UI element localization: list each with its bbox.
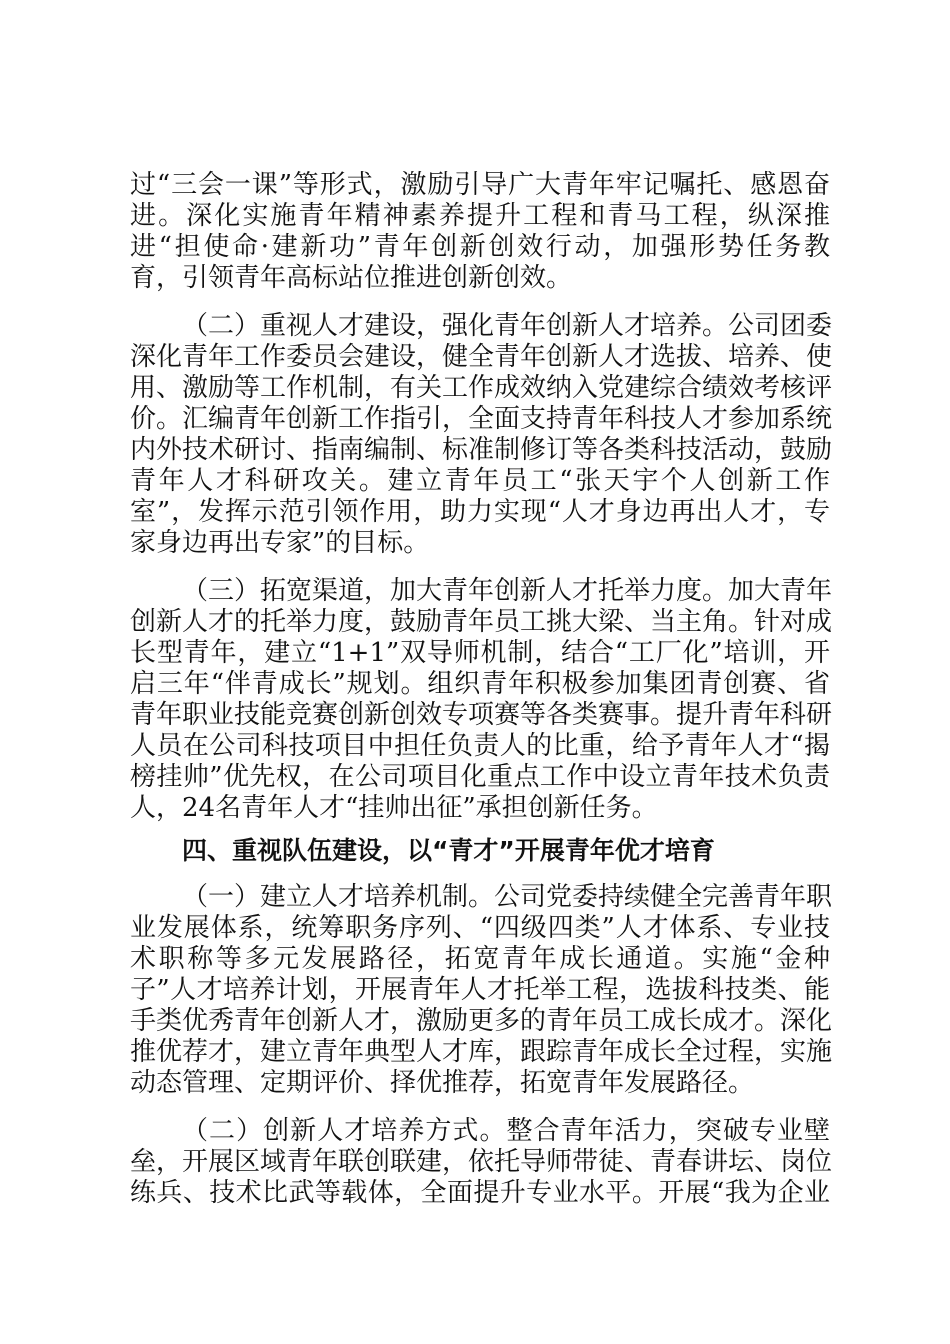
body-text-line: 手类优秀青年创新人才，激励更多的青年员工成长成才。深化	[130, 1006, 833, 1036]
body-text-line: 人，24名青年人才“挂帅出征”承担创新任务。	[130, 793, 658, 823]
body-text-line: 推优荐才，建立青年典型人才库，跟踪青年成长全过程，实施	[130, 1037, 833, 1067]
body-text-line: （三）拓宽渠道，加大青年创新人才托举力度。加大青年	[182, 576, 833, 606]
body-text-line: 家身边再出专家”的目标。	[130, 528, 430, 558]
body-text-line: （一）建立人才培养机制。公司党委持续健全完善青年职	[182, 882, 833, 912]
body-text-line: 术职称等多元发展路径，拓宽青年成长通道。实施“金种	[130, 944, 830, 974]
section-heading: 四、重视队伍建设，以“青才”开展青年优才培育	[182, 836, 715, 865]
body-text-line: （二）重视人才建设，强化青年创新人才培养。公司团委	[182, 311, 833, 341]
body-text-line: 青年人才科研攻关。建立青年员工“张天宇个人创新工作	[130, 466, 830, 496]
body-text-line: 内外技术研讨、指南编制、标准制修订等各类科技活动，鼓励	[130, 435, 833, 465]
body-text-line: 深化青年工作委员会建设，健全青年创新人才选拔、培养、使	[130, 342, 833, 372]
body-text-line: 长型青年，建立“1+1”双导师机制，结合“工厂化”培训，开	[130, 638, 830, 668]
body-text-line: 榜挂帅”优先权，在公司项目化重点工作中设立青年技术负责	[130, 762, 830, 792]
body-text-line: 垒，开展区域青年联创联建，依托导师带徒、青春讲坛、岗位	[130, 1147, 833, 1177]
body-text-line: 青年职业技能竞赛创新创效专项赛等各类赛事。提升青年科研	[130, 700, 833, 730]
body-text-line: 过“三会一课”等形式，激励引导广大青年牢记嘱托、感恩奋	[130, 170, 830, 200]
body-text-line: 业发展体系，统筹职务序列、“四级四类”人才体系、专业技	[130, 913, 830, 943]
body-text-line: 育，引领青年高标站位推进创新创效。	[130, 263, 573, 293]
body-text-line: 人员在公司科技项目中担任负责人的比重，给予青年人才“揭	[130, 731, 830, 761]
body-text-line: 价。汇编青年创新工作指引，全面支持青年科技人才参加系统	[130, 404, 833, 434]
body-text-line: 启三年“伴青成长”规划。组织青年积极参加集团青创赛、省	[130, 669, 830, 699]
body-text-line: 创新人才的托举力度，鼓励青年员工挑大梁、当主角。针对成	[130, 607, 833, 637]
body-text-line: 进。深化实施青年精神素养提升工程和青马工程，纵深推	[130, 201, 830, 231]
body-text-line: 室”，发挥示范引领作用，助力实现“人才身边再出人才，专	[130, 497, 830, 527]
body-text-line: 练兵、技术比武等载体，全面提升专业水平。开展“我为企业	[130, 1178, 830, 1208]
body-text-line: 用、激励等工作机制，有关工作成效纳入党建综合绩效考核评	[130, 373, 833, 403]
body-text-line: （二）创新人才培养方式。整合青年活力，突破专业壁	[182, 1116, 830, 1146]
body-text-line: 子”人才培养计划，开展青年人才托举工程，选拔科技类、能	[130, 975, 830, 1005]
body-text-line: 进“担使命·建新功”青年创新创效行动，加强形势任务教	[130, 232, 830, 262]
body-text-line: 动态管理、定期评价、择优推荐，拓宽青年发展路径。	[130, 1068, 755, 1098]
